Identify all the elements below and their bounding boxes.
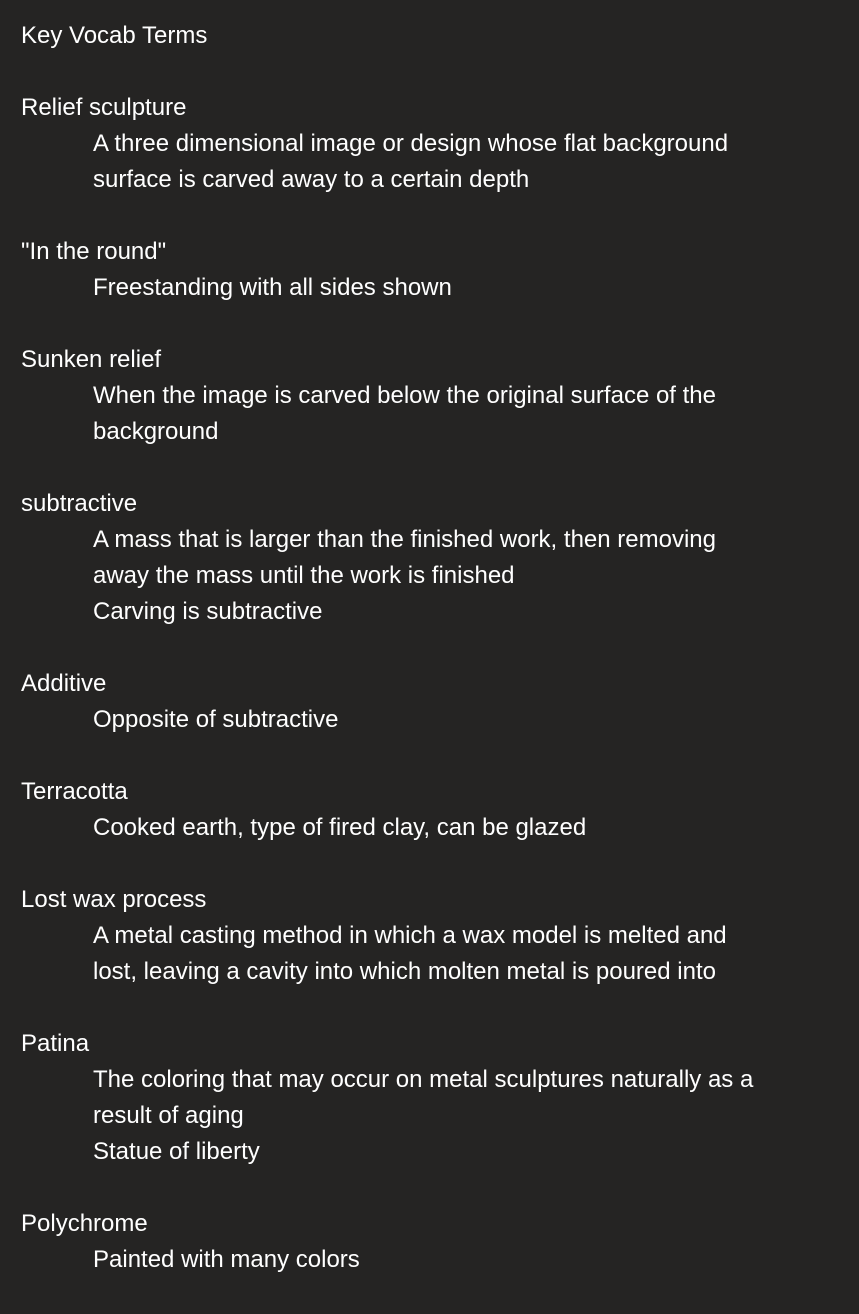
page-title: Key Vocab Terms (21, 22, 208, 49)
definition-line: A metal casting method in which a wax model is melted and (93, 922, 727, 949)
definition-line: When the image is carved below the original surface of the (93, 382, 717, 409)
term-block (21, 1206, 851, 1278)
term-block (21, 882, 851, 990)
definition-line: Carving is subtractive (93, 598, 323, 625)
definition-line: Freestanding with all sides shown (93, 274, 452, 301)
definition-line: Cooked earth, type of fired clay, can be glazed (93, 814, 587, 841)
term-heading: subtractive (21, 490, 138, 517)
term-heading: Polychrome (21, 1210, 148, 1237)
term-block (21, 774, 851, 846)
term-heading: Patina (21, 1030, 90, 1057)
term-block (21, 1026, 851, 1170)
definition-line: Statue of liberty (93, 1138, 260, 1165)
term-heading: Additive (21, 670, 107, 697)
definition-line: Painted with many colors (93, 1246, 360, 1273)
term-block (21, 90, 851, 198)
definition-line: Opposite of subtractive (93, 706, 339, 733)
term-block (21, 486, 851, 630)
definition-line: result of aging (93, 1102, 244, 1129)
term-heading: "In the round" (21, 238, 167, 265)
term-heading: Terracotta (21, 778, 128, 805)
term-heading: Relief sculpture (21, 94, 187, 121)
definition-line: background (93, 418, 219, 445)
term-block (21, 234, 851, 306)
definition-line: The coloring that may occur on metal sculptures naturally as a (93, 1066, 754, 1093)
vocab-document (21, 18, 851, 1314)
definition-line: away the mass until the work is finished (93, 562, 515, 589)
definition-line: A mass that is larger than the finished work, then removing (93, 526, 716, 553)
definition-line: A three dimensional image or design whose flat background (93, 130, 729, 157)
definition-line: lost, leaving a cavity into which molten metal is poured into (93, 958, 716, 985)
terms-list (21, 90, 851, 1278)
term-block (21, 342, 851, 450)
term-heading: Lost wax process (21, 886, 207, 913)
definition-line: surface is carved away to a certain depth (93, 166, 530, 193)
term-heading: Sunken relief (21, 346, 162, 373)
term-block (21, 666, 851, 738)
